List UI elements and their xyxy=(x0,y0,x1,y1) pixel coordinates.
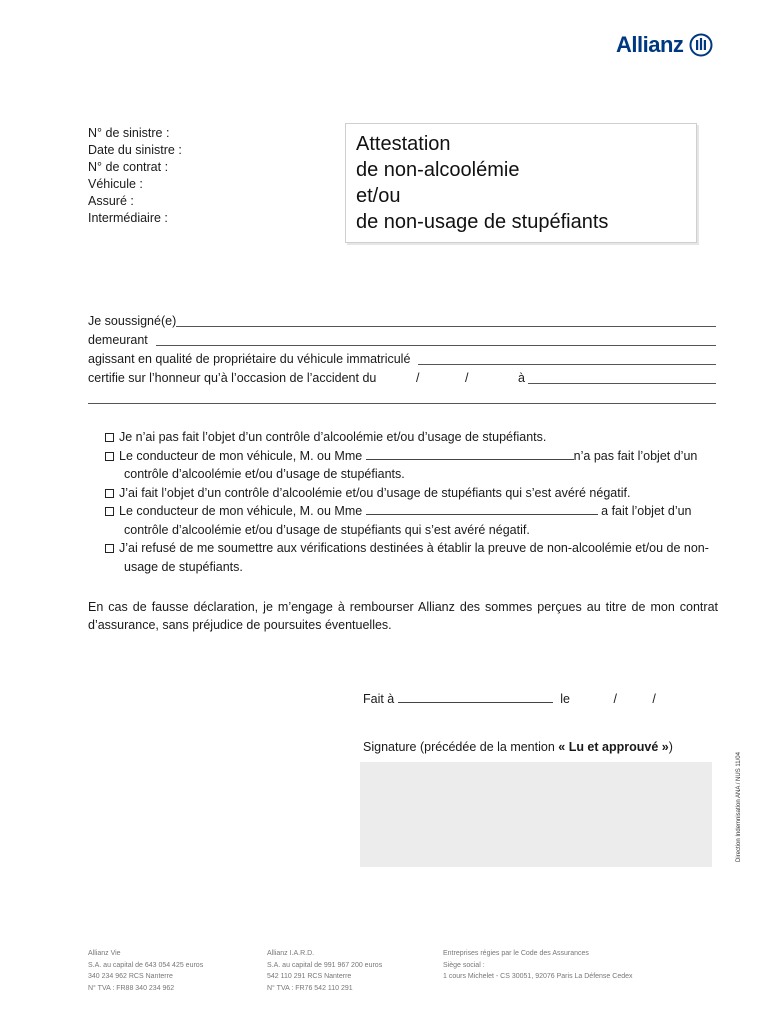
footer-text: N° TVA : FR76 542 110 291 xyxy=(267,984,353,992)
option-refused-text-b: usage de stupéfiants. xyxy=(124,559,243,574)
footer-text: Siège social : xyxy=(443,961,485,969)
date-separator-1: / xyxy=(416,371,420,385)
document-title xyxy=(345,123,697,243)
place-label: Fait à xyxy=(363,692,395,706)
option-refused-text-a: J’ai refusé de me soumettre aux vérifications destinées à établir la preuve de non-alcoolémie et/ou de non- xyxy=(119,541,709,555)
registration-field[interactable] xyxy=(418,364,716,365)
location-label: à xyxy=(518,371,525,385)
vehicle-label: Véhicule : xyxy=(88,177,143,191)
option-driver-test-negative-text-c: contrôle d’alcoolémie et/ou d’usage de stupéfiants qui s’est avéré négatif. xyxy=(124,522,530,537)
footer-text: N° TVA : FR88 340 234 962 xyxy=(88,984,175,992)
address-field[interactable] xyxy=(156,345,716,346)
contract-number-label: N° de contrat : xyxy=(88,160,169,174)
certify-label: certifie sur l’honneur qu’à l’occasion de l’accident du xyxy=(88,371,377,385)
title-line-3: et/ou xyxy=(356,185,401,207)
side-reference: Direction Indemnisation ANA / NUS 11/04 xyxy=(736,752,742,862)
driver-name-field-2[interactable] xyxy=(366,502,598,515)
place-date-line xyxy=(363,690,656,706)
allianz-eagle-icon xyxy=(689,33,713,57)
footer-head-office xyxy=(443,948,633,983)
disclaimer: En cas de fausse déclaration, je m’engage à rembourser Allianz des sommes perçues au titre de mon contrat d’assurance, sans préjudice de poursuites éventuelles. xyxy=(88,600,718,632)
footer-text: Allianz Vie xyxy=(88,950,121,957)
address-label: demeurant xyxy=(88,333,148,347)
option-driver-no-test-text-b: n’a pas fait l’objet d’un xyxy=(573,448,698,463)
footer-text: S.A. au capital de 991 967 200 euros xyxy=(267,961,383,969)
signature-prefix: Signature (précédée de la mention xyxy=(363,740,559,754)
option-no-test xyxy=(105,428,720,447)
checkbox-driver-no-test[interactable] xyxy=(105,452,114,461)
owner-label: agissant en qualité de propriétaire du véhicule immatriculé xyxy=(88,352,411,366)
footer-text: Entreprises régies par le Code des Assurances xyxy=(443,950,589,957)
option-test-negative-text: J’ai fait l’objet d’un contrôle d’alcoolémie et/ou d’usage de stupéfiants qui s’est avéré négatif. xyxy=(119,485,631,500)
footer-allianz-vie xyxy=(88,948,203,994)
signature-box[interactable] xyxy=(360,762,712,867)
sign-date-separator-1: / xyxy=(613,692,617,706)
option-driver-no-test-text-a: Le conducteur de mon véhicule, M. ou Mme xyxy=(119,448,363,463)
date-label: le xyxy=(560,692,570,706)
footer-allianz-iard xyxy=(267,948,382,994)
insured-label: Assuré : xyxy=(88,194,134,208)
option-driver-test-negative-text-a: Le conducteur de mon véhicule, M. ou Mme xyxy=(119,504,363,518)
allianz-logo xyxy=(616,32,713,58)
option-driver-no-test xyxy=(105,447,720,484)
footer-text: 340 234 962 RCS Nanterre xyxy=(88,973,173,980)
footer-text: 1 cours Michelet - CS 30051, 92076 Paris La Défense Cedex xyxy=(443,973,633,980)
signee-name-field[interactable] xyxy=(176,326,716,327)
title-line-4: de non-usage de stupéfiants xyxy=(356,211,609,233)
place-field[interactable] xyxy=(398,690,553,703)
continuation-field[interactable] xyxy=(88,403,716,404)
claim-date-label: Date du sinistre : xyxy=(88,143,182,157)
footer-text: S.A. au capital de 643 054 425 euros xyxy=(88,961,204,969)
signature-label xyxy=(363,740,673,754)
signature-mention: « Lu et approuvé » xyxy=(558,740,669,754)
checkbox-test-negative[interactable] xyxy=(105,489,114,498)
checkbox-refused[interactable] xyxy=(105,544,114,553)
driver-name-field[interactable] xyxy=(366,447,574,460)
signee-label: Je soussigné(e) xyxy=(88,314,177,328)
option-refused xyxy=(105,539,720,576)
title-line-1: Attestation xyxy=(356,133,451,155)
option-driver-test-negative xyxy=(105,502,720,539)
claim-number-label: N° de sinistre : xyxy=(88,126,170,140)
option-test-negative xyxy=(105,484,720,503)
date-separator-2: / xyxy=(465,371,469,385)
sign-date-separator-2: / xyxy=(652,692,656,706)
footer-text: Allianz I.A.R.D. xyxy=(267,950,315,957)
options-list xyxy=(105,428,720,576)
brand-name: Allianz xyxy=(616,32,684,57)
checkbox-driver-test-negative[interactable] xyxy=(105,507,114,516)
option-driver-test-negative-text-b: a fait l’objet d’un xyxy=(601,504,692,518)
footer-text: 542 110 291 RCS Nanterre xyxy=(267,973,352,980)
claim-meta xyxy=(88,125,182,227)
intermediary-label: Intermédiaire : xyxy=(88,211,168,225)
checkbox-no-test[interactable] xyxy=(105,433,114,442)
option-driver-no-test-text-c: contrôle d’alcoolémie et/ou d’usage de stupéfiants. xyxy=(124,467,405,481)
option-no-test-text: Je n’ai pas fait l’objet d’un contrôle d’alcoolémie et/ou d’usage de stupéfiants. xyxy=(119,430,547,444)
title-line-2: de non-alcoolémie xyxy=(356,159,520,181)
accident-location-field[interactable] xyxy=(528,383,716,384)
signature-suffix: ) xyxy=(668,740,673,754)
